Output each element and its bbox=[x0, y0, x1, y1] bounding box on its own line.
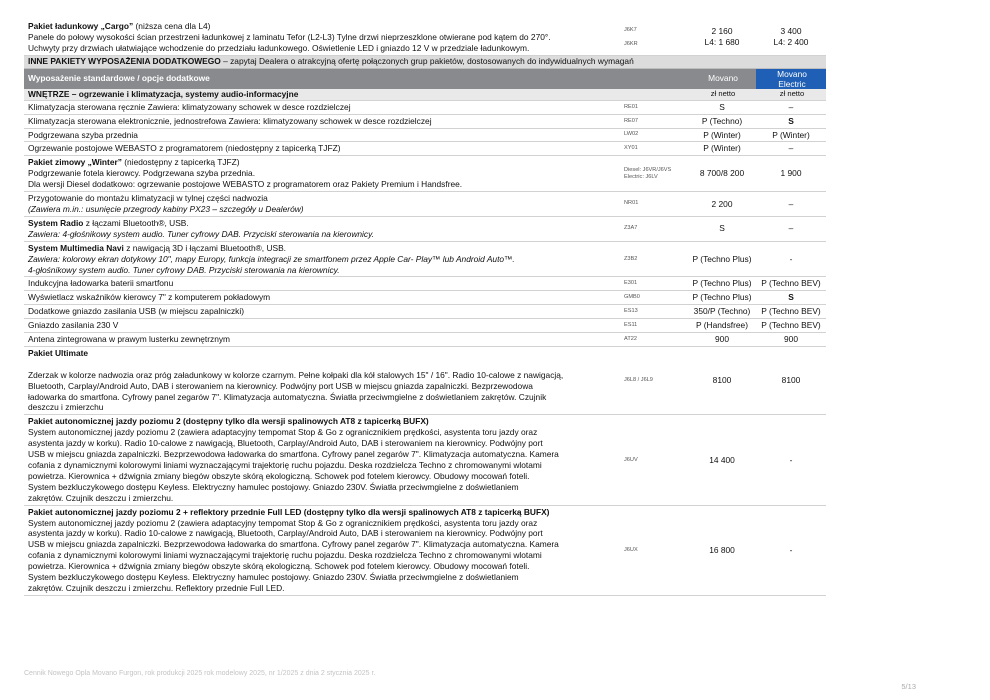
row-title: System Radio bbox=[28, 217, 84, 228]
row-electric-price: S bbox=[756, 291, 826, 305]
cargo-code: J6KR bbox=[624, 40, 638, 47]
row-movano-price: 2 200 bbox=[688, 192, 756, 217]
cargo-package-row bbox=[24, 20, 826, 55]
row-movano-price: 350/P (Techno) bbox=[688, 305, 756, 319]
cargo-description bbox=[24, 20, 618, 55]
row-line: zakrętów. Czujnik deszczu i zmierzchu. bbox=[28, 492, 174, 503]
row-description bbox=[24, 346, 618, 414]
cargo-title-note: (niższa cena dla L4) bbox=[133, 21, 211, 31]
section-header-row bbox=[24, 89, 826, 101]
row-line: Zderzak w kolorze nadwozia oraz próg załadunkowy w kolorze czarnym. Pełne kołpaki dla kół stalowych 15" / 16". Radio 10-calowe z nawigacją, bbox=[28, 369, 564, 380]
row-line: powietrza. Kierownica + dźwignia zmiany biegów obszyte skórą ekologiczną. Schowek pod fotelem kierowcy. Obudowy mocowań foteli. bbox=[28, 561, 530, 572]
row-movano-price: P (Techno) bbox=[688, 114, 756, 128]
row-electric-price: 900 bbox=[756, 333, 826, 347]
row-code bbox=[618, 192, 688, 217]
cargo-electric-price-std: 3 400 bbox=[780, 26, 802, 37]
row-code-text-2: Electric: J6LV bbox=[624, 173, 658, 180]
row-description bbox=[24, 142, 618, 156]
row-italic-line: Zawiera: kolorowy ekran dotykowy 10", mapy Europy, funkcja integracji ze smartfonem przez Apple Car- Play™ lub Android Auto™. bbox=[28, 253, 515, 264]
table-row bbox=[24, 319, 826, 333]
row-line: Bluetooth, Carplay/Android Auto, DAB i sterowaniem na kierownicy. Podwójny port USB w miejscu gniazda zapalniczki. Bezprzewodowa bbox=[28, 380, 533, 391]
cargo-line: Uchwyty przy drzwiach ułatwiające wchodzenie do przedziału ładunkowego. Oświetlenie LED i gniazdo 12 V w przedziale ładunkowym. bbox=[28, 42, 530, 53]
row-code-text: GMB0 bbox=[624, 294, 640, 301]
row-text: Gniazdo zasilania 230 V bbox=[28, 320, 119, 331]
row-code-text: LW02 bbox=[624, 131, 639, 138]
cargo-codes bbox=[618, 20, 688, 55]
row-line: Podgrzewanie fotela kierowcy. Podgrzewana szyba przednia. bbox=[28, 168, 256, 179]
row-electric-price: 1 900 bbox=[756, 156, 826, 192]
row-description bbox=[24, 305, 618, 319]
cargo-movano-price bbox=[688, 20, 756, 55]
column-header-equipment: Wyposażenie standardowe / opcje dodatkowe bbox=[24, 68, 618, 89]
row-electric-price: S bbox=[756, 114, 826, 128]
row-code-text: ES11 bbox=[624, 322, 638, 329]
column-header-code bbox=[618, 68, 688, 89]
table-row bbox=[24, 216, 826, 241]
row-text: Antena zintegrowana w prawym lusterku zewnętrznym bbox=[28, 334, 231, 345]
row-line: System autonomicznej jazdy poziomu 2 (zawiera adaptacyjny tempomat Stop & Go z ogranicznikiem prędkości, asystenta toru jazdy oraz bbox=[28, 517, 538, 528]
column-header-electric-line2: Electric bbox=[778, 78, 806, 89]
row-italic-line: (Zawiera m.in.: usunięcie przegrody kabiny PX23 – szczegóły u Dealerów) bbox=[28, 203, 304, 214]
table-row bbox=[24, 100, 826, 114]
row-movano-price: 900 bbox=[688, 333, 756, 347]
row-description bbox=[24, 192, 618, 217]
row-code bbox=[618, 305, 688, 319]
row-code bbox=[618, 415, 688, 505]
column-header-electric-line1: Movano bbox=[777, 68, 807, 79]
row-title-note: (niedostępny z tapicerką TJFZ) bbox=[121, 157, 240, 168]
row-text: Przygotowanie do montażu klimatyzacji w tylnej części nadwozia bbox=[28, 193, 268, 204]
row-code-text: Z3B2 bbox=[624, 255, 638, 262]
table-row bbox=[24, 305, 826, 319]
row-title-note: z łączami Bluetooth®, USB. bbox=[83, 217, 189, 228]
row-line: System bezkluczykowego dostępu Keyless. Elektryczny hamulec postojowy. Gniazdo 230V. Światła przeciwmgielne z doświetlaniem bbox=[28, 572, 519, 583]
row-description bbox=[24, 216, 618, 241]
row-code bbox=[618, 128, 688, 142]
row-movano-price: P (Handsfree) bbox=[688, 319, 756, 333]
row-line: ładowarka do smartfona. Cyfrowy panel zegarów 7". Klimatyzacja automatyczna. Światła przeciwmgielne z doświetlaniem zakrętów. Czujnik bbox=[28, 391, 547, 402]
row-code-text: NR01 bbox=[624, 200, 639, 207]
row-electric-price: - bbox=[756, 415, 826, 505]
row-electric-price: - bbox=[756, 505, 826, 595]
row-line: asystenta jazdy w korku). Radio 10-calowe z nawigacją, Bluetooth, Carplay/Android Auto, DAB i sterowaniem na kierownicy. Podwójny port bbox=[28, 438, 543, 449]
row-line: USB w miejscu gniazda zapalniczki. Bezprzewodowa ładowarka do smartfona. Cyfrowy panel zegarów 7". Klimatyzacja automatyczna. Kamera bbox=[28, 539, 559, 550]
cargo-electric-price-l4: L4: 2 400 bbox=[773, 37, 809, 48]
row-code-text: Diesel: J6VR/J6VS bbox=[624, 166, 672, 173]
table-row bbox=[24, 142, 826, 156]
row-movano-price: 14 400 bbox=[688, 415, 756, 505]
other-packages-title: INNE PAKIETY WYPOSAŻENIA DODATKOWEGO bbox=[28, 56, 221, 67]
table-row bbox=[24, 505, 826, 595]
table-row bbox=[24, 241, 826, 277]
row-code-text: J6L8 / J6L9 bbox=[624, 377, 653, 384]
cargo-line: Panele do połowy wysokości ścian przestrzeni ładunkowej z laminatu Tefor (L2-L3) Tylne drzwi nieprzeszklone otwierane pod kątem do 270°. bbox=[28, 31, 551, 42]
table-row bbox=[24, 277, 826, 291]
row-italic-line: 4-głośnikowy system audio. Tuner cyfrowy DAB. Przyciski sterowania na kierownicy. bbox=[28, 264, 340, 275]
row-code-text: RE01 bbox=[624, 103, 638, 110]
row-electric-price: P (Techno BEV) bbox=[756, 305, 826, 319]
row-electric-price: – bbox=[756, 192, 826, 217]
cargo-movano-price-std: 2 160 bbox=[711, 26, 733, 37]
price-table-sheet bbox=[24, 20, 821, 596]
table-row bbox=[24, 128, 826, 142]
row-electric-price: 8100 bbox=[756, 346, 826, 414]
row-electric-price: - bbox=[756, 241, 826, 277]
row-code bbox=[618, 291, 688, 305]
row-title: Pakiet autonomicznej jazdy poziomu 2 + reflektory przednie Full LED (dostępny tylko dla wersji spalinowych AT8 z tapicerką BUFX) bbox=[28, 506, 550, 517]
row-title: System Multimedia Navi bbox=[28, 242, 124, 253]
row-text: Wyświetlacz wskaźników kierowcy 7" z komputerem pokładowym bbox=[28, 292, 271, 303]
row-description bbox=[24, 100, 618, 114]
row-movano-price: 8 700/8 200 bbox=[688, 156, 756, 192]
row-movano-price: P (Winter) bbox=[688, 142, 756, 156]
row-code bbox=[618, 241, 688, 277]
row-description bbox=[24, 277, 618, 291]
row-line: System bezkluczykowego dostępu Keyless. Elektryczny hamulec postojowy. Gniazdo 230V. Światła przeciwmgielne z doświetlaniem bbox=[28, 481, 519, 492]
row-movano-price: 16 800 bbox=[688, 505, 756, 595]
row-line: USB w miejscu gniazda zapalniczki. Bezprzewodowa ładowarka do smartfona. Cyfrowy panel zegarów 7". Klimatyzacja automatyczna. Kamera bbox=[28, 449, 559, 460]
row-electric-price: P (Winter) bbox=[756, 128, 826, 142]
row-italic-line: Zawiera: 4-głośnikowy system audio. Tuner cyfrowy DAB. Przyciski sterowania na kierownicy. bbox=[28, 228, 374, 239]
row-movano-price: P (Techno Plus) bbox=[688, 277, 756, 291]
row-line: powietrza. Kierownica + dźwignia zmiany biegów obszyte skórą ekologiczną. Schowek pod fotelem kierowcy. Obudowy mocowań foteli. bbox=[28, 470, 530, 481]
equipment-table bbox=[24, 20, 826, 596]
cargo-code: J6K7 bbox=[624, 26, 637, 33]
row-code bbox=[618, 346, 688, 414]
table-row bbox=[24, 114, 826, 128]
document-footer: Cennik Nowego Opla Movano Furgon, rok produkcji 2025 rok modelowy 2025, nr 1/2025 z dnia 2 stycznia 2025 r. bbox=[24, 670, 376, 677]
row-code bbox=[618, 319, 688, 333]
row-text: Klimatyzacja sterowana elektronicznie, jednostrefowa Zawiera: klimatyzowany schowek w desce rozdzielczej bbox=[28, 115, 432, 126]
cargo-movano-price-l4: L4: 1 680 bbox=[704, 37, 740, 48]
row-code-text: AT22 bbox=[624, 335, 637, 342]
section-title: WNĘTRZE – ogrzewanie i klimatyzacja, systemy audio-informacyjne bbox=[24, 89, 618, 101]
net-label-movano: zł netto bbox=[688, 89, 756, 101]
column-header-movano-electric bbox=[756, 68, 826, 89]
row-code-text: Z3A7 bbox=[624, 225, 638, 232]
other-packages-text bbox=[24, 55, 826, 68]
row-description bbox=[24, 505, 618, 595]
row-code-text: J6UX bbox=[624, 546, 638, 553]
row-description bbox=[24, 114, 618, 128]
row-code bbox=[618, 216, 688, 241]
row-line: deszczu i zmierzchu bbox=[28, 402, 104, 413]
row-code-text: RE07 bbox=[624, 117, 638, 124]
cargo-title: Pakiet ładunkowy „Cargo” bbox=[28, 21, 134, 31]
table-row bbox=[24, 415, 826, 505]
row-line: System autonomicznej jazdy poziomu 2 (zawiera adaptacyjny tempomat Stop & Go z ogranicznikiem prędkości, asystenta toru jazdy oraz bbox=[28, 427, 538, 438]
row-text: Klimatyzacja sterowana ręcznie Zawiera: klimatyzowany schowek w desce rozdzielczej bbox=[28, 101, 351, 112]
row-line: zakrętów. Czujnik deszczu i zmierzchu. Reflektory przednie Full LED. bbox=[28, 582, 285, 593]
row-electric-price: – bbox=[756, 216, 826, 241]
row-code-text: J6UV bbox=[624, 456, 638, 463]
row-title: Pakiet autonomicznej jazdy poziomu 2 (dostępny tylko dla wersji spalinowych AT8 z tapicerką BUFX) bbox=[28, 416, 429, 427]
row-electric-price: P (Techno BEV) bbox=[756, 277, 826, 291]
row-code bbox=[618, 277, 688, 291]
row-code-text: E301 bbox=[624, 280, 638, 287]
row-code bbox=[618, 100, 688, 114]
row-code bbox=[618, 156, 688, 192]
table-row bbox=[24, 156, 826, 192]
other-packages-note: – zapytaj Dealera o atrakcyjną ofertę połączonych grup pakietów, dostosowanych do indywidualnych wymagań bbox=[220, 56, 634, 67]
row-electric-price: – bbox=[756, 100, 826, 114]
row-movano-price: 8100 bbox=[688, 346, 756, 414]
row-code bbox=[618, 114, 688, 128]
row-description bbox=[24, 333, 618, 347]
row-description bbox=[24, 291, 618, 305]
row-description bbox=[24, 241, 618, 277]
row-code-text: XY01 bbox=[624, 145, 638, 152]
row-movano-price: P (Techno Plus) bbox=[688, 291, 756, 305]
table-row bbox=[24, 333, 826, 347]
other-packages-banner bbox=[24, 55, 826, 68]
row-line: cofania z dynamicznymi kolorowymi liniami wyznaczającymi trajektorię ruchu pojazdu. Deska rozdzielcza Techno z chromowanymi wlotami bbox=[28, 460, 542, 470]
row-line: cofania z dynamicznymi kolorowymi liniami wyznaczającymi trajektorię ruchu pojazdu. Deska rozdzielcza Techno z chromowanymi wlotami bbox=[28, 550, 542, 561]
column-header-row bbox=[24, 68, 826, 89]
row-description bbox=[24, 156, 618, 192]
row-description bbox=[24, 128, 618, 142]
row-code-text: ES13 bbox=[624, 308, 638, 315]
row-code bbox=[618, 505, 688, 595]
row-title-note: z nawigacją 3D i łączami Bluetooth®, USB. bbox=[123, 242, 287, 253]
table-row bbox=[24, 291, 826, 305]
row-movano-price: S bbox=[688, 216, 756, 241]
row-description bbox=[24, 319, 618, 333]
column-header-movano: Movano bbox=[688, 68, 756, 89]
section-code-cell bbox=[618, 89, 688, 101]
cargo-electric-price bbox=[756, 20, 826, 55]
row-code bbox=[618, 333, 688, 347]
net-label-electric: zł netto bbox=[756, 89, 826, 101]
row-code bbox=[618, 142, 688, 156]
row-text: Indukcyjna ładowarka baterii smartfonu bbox=[28, 278, 174, 289]
row-electric-price: P (Techno BEV) bbox=[756, 319, 826, 333]
row-line: asystenta jazdy w korku). Radio 10-calowe z nawigacją, Bluetooth, Carplay/Android Auto, DAB i sterowaniem na kierownicy. Podwójny port bbox=[28, 528, 543, 539]
row-movano-price: P (Winter) bbox=[688, 128, 756, 142]
row-text: Dodatkowe gniazdo zasilania USB (w miejscu zapalniczki) bbox=[28, 306, 244, 317]
table-row bbox=[24, 346, 826, 414]
row-text: Podgrzewana szyba przednia bbox=[28, 129, 138, 140]
table-row bbox=[24, 192, 826, 217]
row-line: Dla wersji Diesel dodatkowo: ogrzewanie postojowe WEBASTO z programatorem oraz Pakiety Premium i Handsfree. bbox=[28, 179, 463, 190]
row-title: Pakiet Ultimate bbox=[28, 347, 89, 358]
row-description bbox=[24, 415, 618, 505]
row-movano-price: S bbox=[688, 100, 756, 114]
row-electric-price: – bbox=[756, 142, 826, 156]
page-number: 5/13 bbox=[901, 682, 916, 691]
row-title: Pakiet zimowy „Winter” bbox=[28, 157, 122, 168]
row-movano-price: P (Techno Plus) bbox=[688, 241, 756, 277]
row-text: Ogrzewanie postojowe WEBASTO z programatorem (niedostępny z tapicerką TJFZ) bbox=[28, 143, 341, 154]
